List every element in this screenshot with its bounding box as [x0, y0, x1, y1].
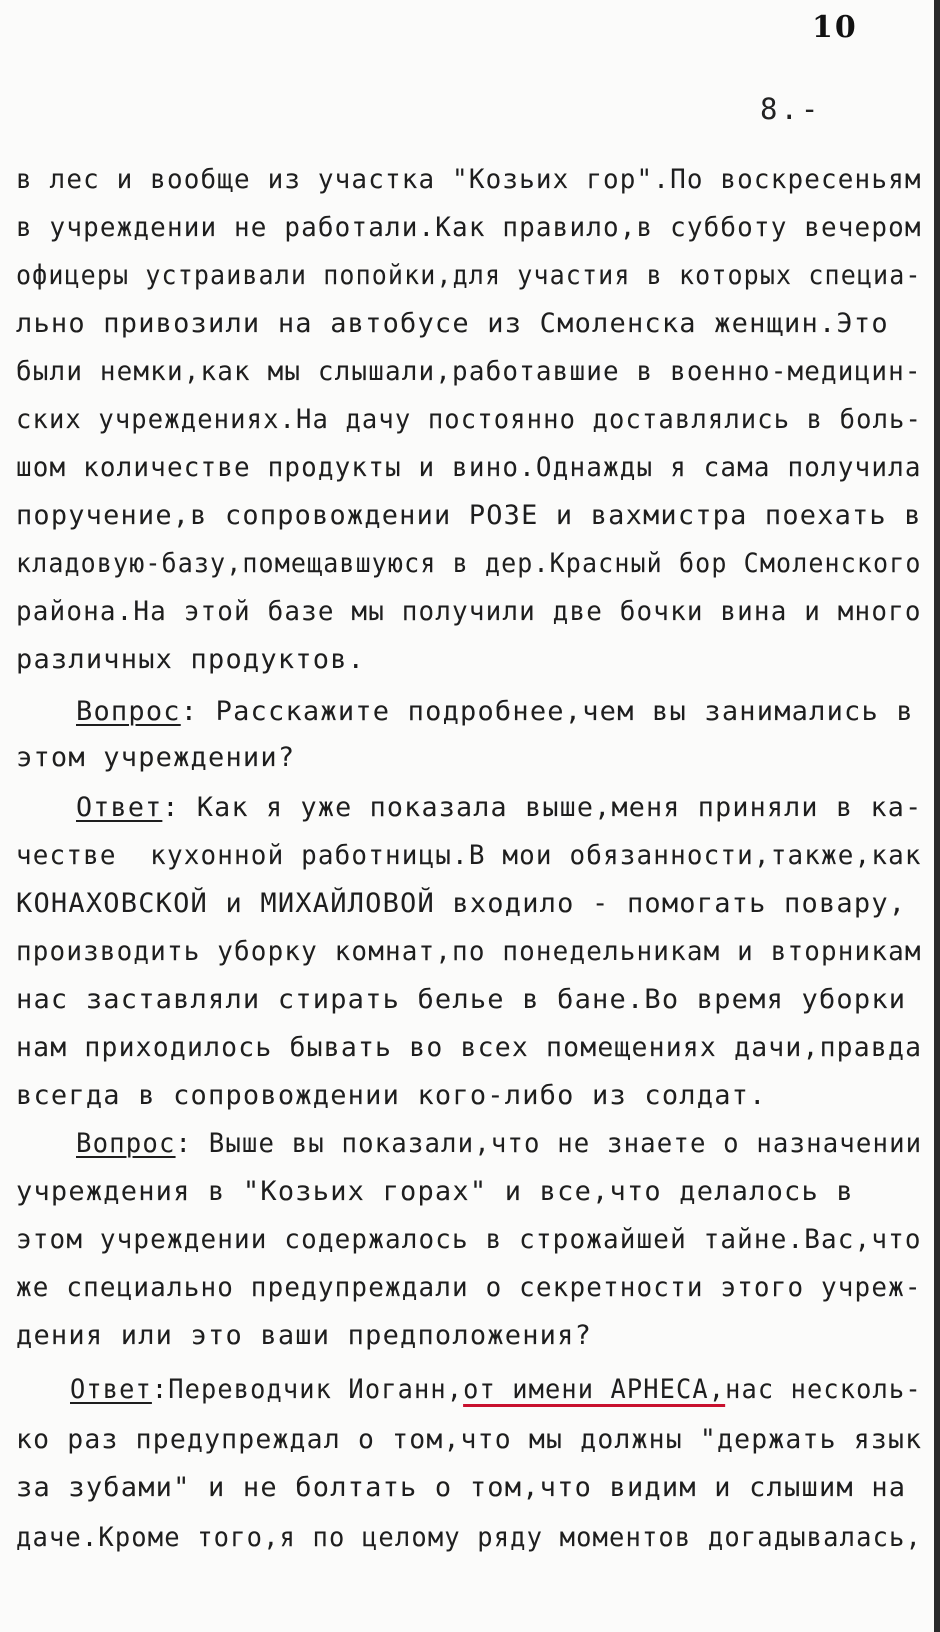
text-line: льно привозили на автобусе из Смоленска женщин.Это	[16, 308, 889, 339]
text-line: всегда в сопровождении кого-либо из солдат.	[16, 1080, 767, 1111]
text-line: производить уборку комнат,по понедельникам и вторникам	[16, 936, 922, 967]
answer-text: : Как я уже показала выше,меня приняли в ка-	[162, 792, 923, 823]
answer-label: Ответ	[70, 1374, 152, 1405]
text-line: этом учреждении содержалось в строжайшей тайне.Вас,что	[16, 1224, 922, 1255]
text-line: кладовую-базу,помещавшуюся в дер.Красный бор Смоленского	[16, 548, 922, 579]
answer-text: :Переводчик Иоганн,	[151, 1374, 464, 1405]
text-line: дения или это ваши предположения?	[16, 1320, 593, 1351]
archive-page-number: 10	[812, 10, 858, 45]
text-line: нам приходилось бывать во всех помещениях дачи,правда	[16, 1032, 923, 1063]
text-line: нас заставляли стирать белье в бане.Во время уборки	[16, 984, 907, 1015]
text-line: ских учреждениях.На дачу постоянно доставлялись в боль-	[16, 404, 922, 435]
text-line: были немки,как мы слышали,работавшие в военно-медицин-	[16, 356, 922, 387]
answer-text-rest: нас несколь-	[725, 1374, 922, 1405]
question-label: Вопрос	[76, 696, 181, 727]
text-line: даче.Кроме того,я по целому ряду моментов догадывалась,	[16, 1522, 922, 1553]
question-text: : Расскажите подробнее,чем вы занимались в	[180, 696, 914, 727]
text-line: честве кухонной работницы.В мои обязанности,также,как	[16, 840, 922, 871]
question-line	[76, 1127, 922, 1161]
text-line: района.На этой базе мы получили две бочки вина и много	[16, 596, 922, 627]
text-line: в лес и вообще из участка "Козьих гор".По воскресеньям	[16, 164, 922, 195]
text-line: КОНАХОВСКОЙ и МИХАЙЛОВОЙ входило - помогать повару,	[16, 888, 907, 919]
text-line: шом количестве продукты и вино.Однажды я сама получила	[16, 452, 922, 483]
text-line: учреждения в "Козьих горах" и все,что делалось в	[16, 1176, 854, 1207]
page-number: 8.-	[760, 92, 822, 126]
answer-line	[70, 1373, 922, 1407]
scan-edge	[934, 0, 940, 1632]
text-line: различных продуктов.	[16, 644, 366, 675]
text-line: же специально предупреждали о секретности этого учреж-	[16, 1272, 922, 1303]
answer-label: Ответ	[76, 792, 163, 823]
question-text: : Выше вы показали,что не знаете о назначении	[175, 1128, 923, 1159]
answer-line	[76, 791, 922, 825]
text-line: ко раз предупреждал о том,что мы должны "держать язык	[16, 1424, 923, 1455]
text-line: поручение,в сопровождении РОЗЕ и вахмистра поехать в	[16, 500, 922, 531]
text-line: в учреждении не работали.Как правило,в субботу вечером	[16, 212, 922, 243]
question-label: Вопрос	[76, 1128, 176, 1159]
question-line	[76, 695, 914, 729]
text-line: офицеры устраивали попойки,для участия в которых специа-	[16, 260, 922, 291]
red-underlined-phrase: от имени АРНЕСА,	[463, 1374, 726, 1405]
text-line: за зубами" и не болтать о том,что видим и слышим на	[16, 1472, 907, 1503]
text-line: этом учреждении?	[16, 742, 296, 773]
